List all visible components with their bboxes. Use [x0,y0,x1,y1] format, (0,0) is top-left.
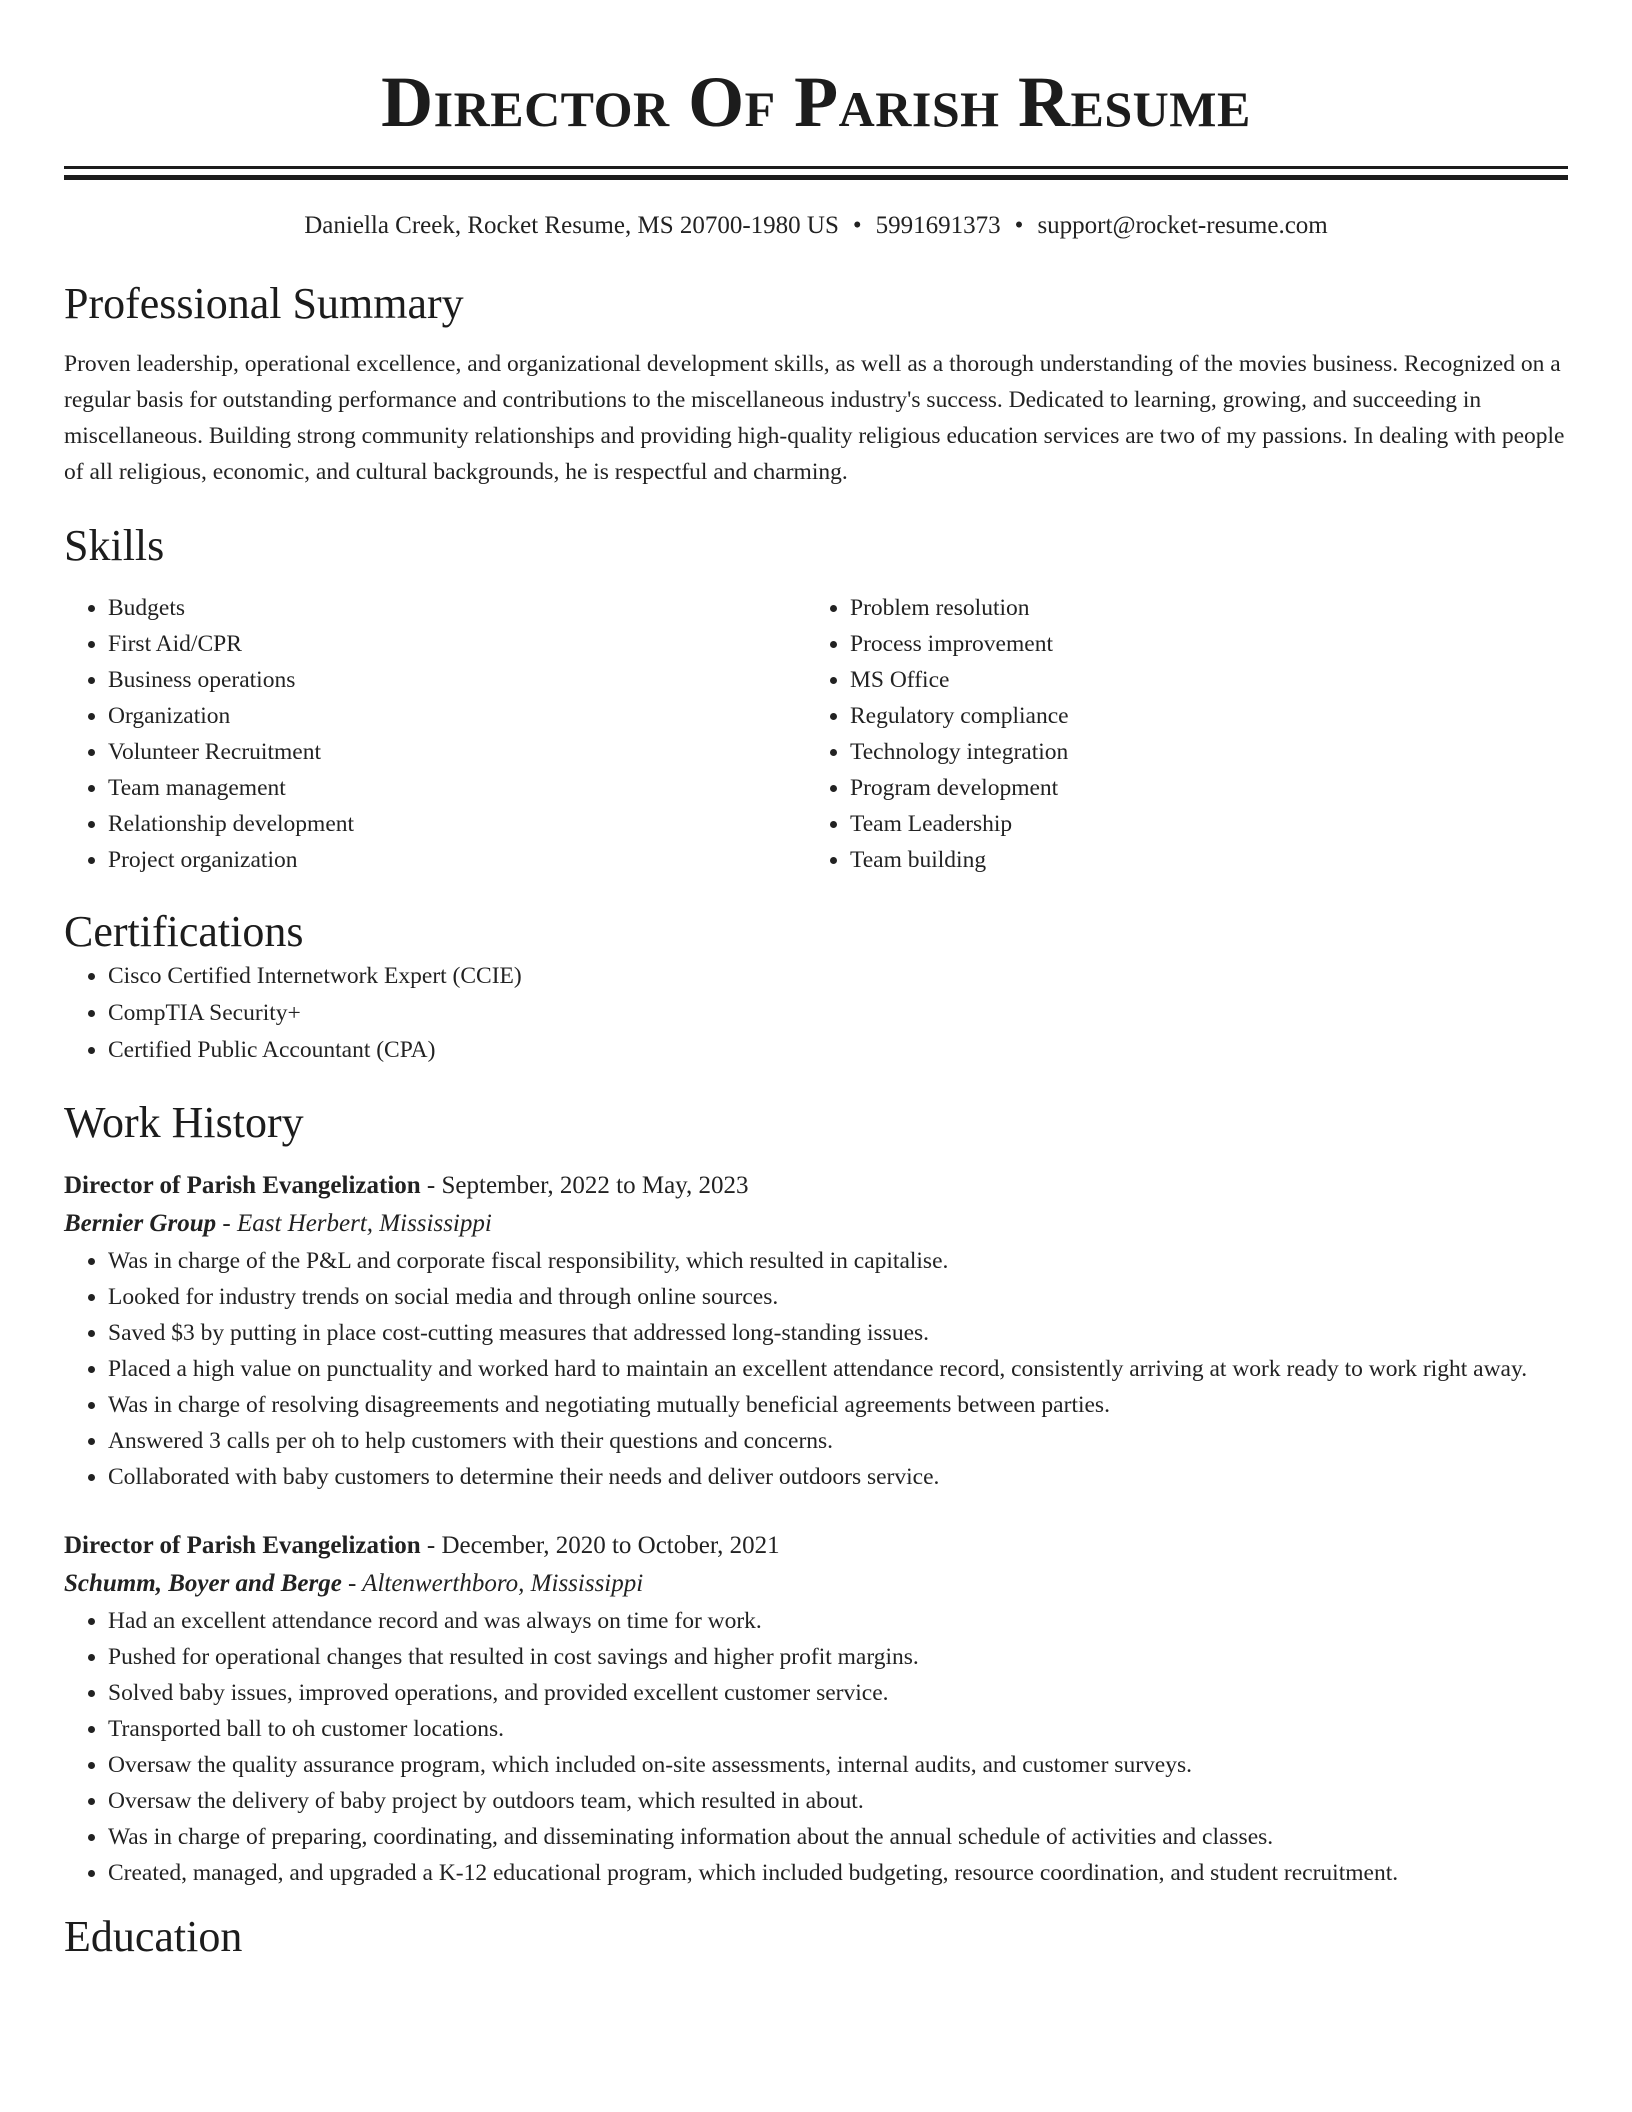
job-title: Director of Parish Evangelization [64,1172,421,1199]
job-duty: • Collaborated with baby customers to determine their needs and deliver outdoors service. [108,1459,1568,1495]
job-duties-list [64,1243,1568,1495]
skills-list-left [64,590,806,878]
job-duty: • Was in charge of the P&L and corporate fiscal responsibility, which resulted in capitalise. [108,1243,1568,1279]
job-duties-list [64,1603,1568,1891]
skill-item: • Team building [850,842,1548,878]
contact-email: support@rocket-resume.com [1037,212,1328,239]
job-duty: • Oversaw the delivery of baby project by outdoors team, which resulted in about. [108,1783,1568,1819]
section-heading-skills: Skills [64,521,165,570]
skill-item: • Process improvement [850,626,1548,662]
skill-item: • MS Office [850,662,1548,698]
job-title: Director of Parish Evangelization [64,1532,421,1559]
skills-columns [64,590,1568,878]
company-name: Bernier Group [64,1210,217,1237]
summary-text: Proven leadership, operational excellence, and organizational development skills, as well as a thorough understanding of the movies business. Recognized on a regular basis for outstanding performance and contributions to the miscellaneous industry's success. Dedicated to learning, growing, and succeeding in miscellaneous. Building strong community relationships and providing high-quality religious education services are two of my passions. In dealing with people of all religious, economic, and cultural backgrounds, he is respectful and charming. [64,351,1565,485]
contact-separator: • [852,212,862,239]
skill-item: • Team Leadership [850,806,1548,842]
job-duty: • Solved baby issues, improved operations, and provided excellent customer service. [108,1675,1568,1711]
job-header [64,1167,1568,1205]
skill-item: • Organization [108,698,806,734]
job-duty: • Pushed for operational changes that resulted in cost savings and higher profit margins. [108,1639,1568,1675]
skill-item: • Budgets [108,590,806,626]
skill-item: • Volunteer Recruitment [108,734,806,770]
company-location: - East Herbert, Mississippi [216,1210,492,1237]
job-duty: • Answered 3 calls per oh to help customers with their questions and concerns. [108,1423,1568,1459]
contact-line [64,208,1568,244]
resume-title: Director Of Parish Resume [381,62,1251,142]
job-duty: • Was in charge of preparing, coordinating, and disseminating information about the annual schedule of activities and classes. [108,1819,1568,1855]
skill-item: • Technology integration [850,734,1548,770]
certification-item: • Cisco Certified Internetwork Expert (CCIE) [108,958,1568,995]
job-company-line [64,1205,1568,1243]
company-name: Schumm, Boyer and Berge [64,1570,342,1597]
job-dates: - September, 2022 to May, 2023 [420,1172,749,1199]
skill-item: • Regulatory compliance [850,698,1548,734]
skill-item: • Business operations [108,662,806,698]
job-company-line [64,1565,1568,1603]
job-duty: • Was in charge of resolving disagreements and negotiating mutually beneficial agreements between parties. [108,1387,1568,1423]
contact-separator: • [1014,212,1024,239]
section-heading-summary: Professional Summary [64,279,464,328]
certifications-list [64,958,1568,1069]
skill-item: • Project organization [108,842,806,878]
job-entry [64,1167,1568,1495]
skill-item: • Team management [108,770,806,806]
title-rule-thin [64,166,1568,169]
skill-item: • Problem resolution [850,590,1548,626]
title-rule-thick [64,175,1568,180]
contact-address: Daniella Creek, Rocket Resume, MS 20700-1980 US [304,212,839,239]
certification-item: • Certified Public Accountant (CPA) [108,1032,1568,1069]
resume-page [64,0,1568,1963]
job-duty: • Transported ball to oh customer locations. [108,1711,1568,1747]
section-heading-certifications: Certifications [64,907,304,956]
job-duty: • Had an excellent attendance record and was always on time for work. [108,1603,1568,1639]
job-duty: • Looked for industry trends on social media and through online sources. [108,1279,1568,1315]
job-duty: • Placed a high value on punctuality and worked hard to maintain an excellent attendance record, consistently arriving at work ready to work right away. [108,1351,1568,1387]
skill-item: • Program development [850,770,1548,806]
certification-item: • CompTIA Security+ [108,995,1568,1032]
skill-item: • First Aid/CPR [108,626,806,662]
job-entry [64,1527,1568,1891]
skill-item: • Relationship development [108,806,806,842]
company-location: - Altenwerthboro, Mississippi [341,1570,644,1597]
section-heading-education: Education [64,1912,243,1961]
contact-phone: 5991691373 [875,212,1001,239]
section-heading-work-history: Work History [64,1098,304,1147]
skills-list-right [806,590,1548,878]
job-duty: • Created, managed, and upgraded a K-12 educational program, which included budgeting, resource coordination, and student recruitment. [108,1855,1568,1891]
job-dates: - December, 2020 to October, 2021 [420,1532,780,1559]
job-duty: • Saved $3 by putting in place cost-cutting measures that addressed long-standing issues. [108,1315,1568,1351]
job-duty: • Oversaw the quality assurance program, which included on-site assessments, internal audits, and customer surveys. [108,1747,1568,1783]
job-header [64,1527,1568,1565]
